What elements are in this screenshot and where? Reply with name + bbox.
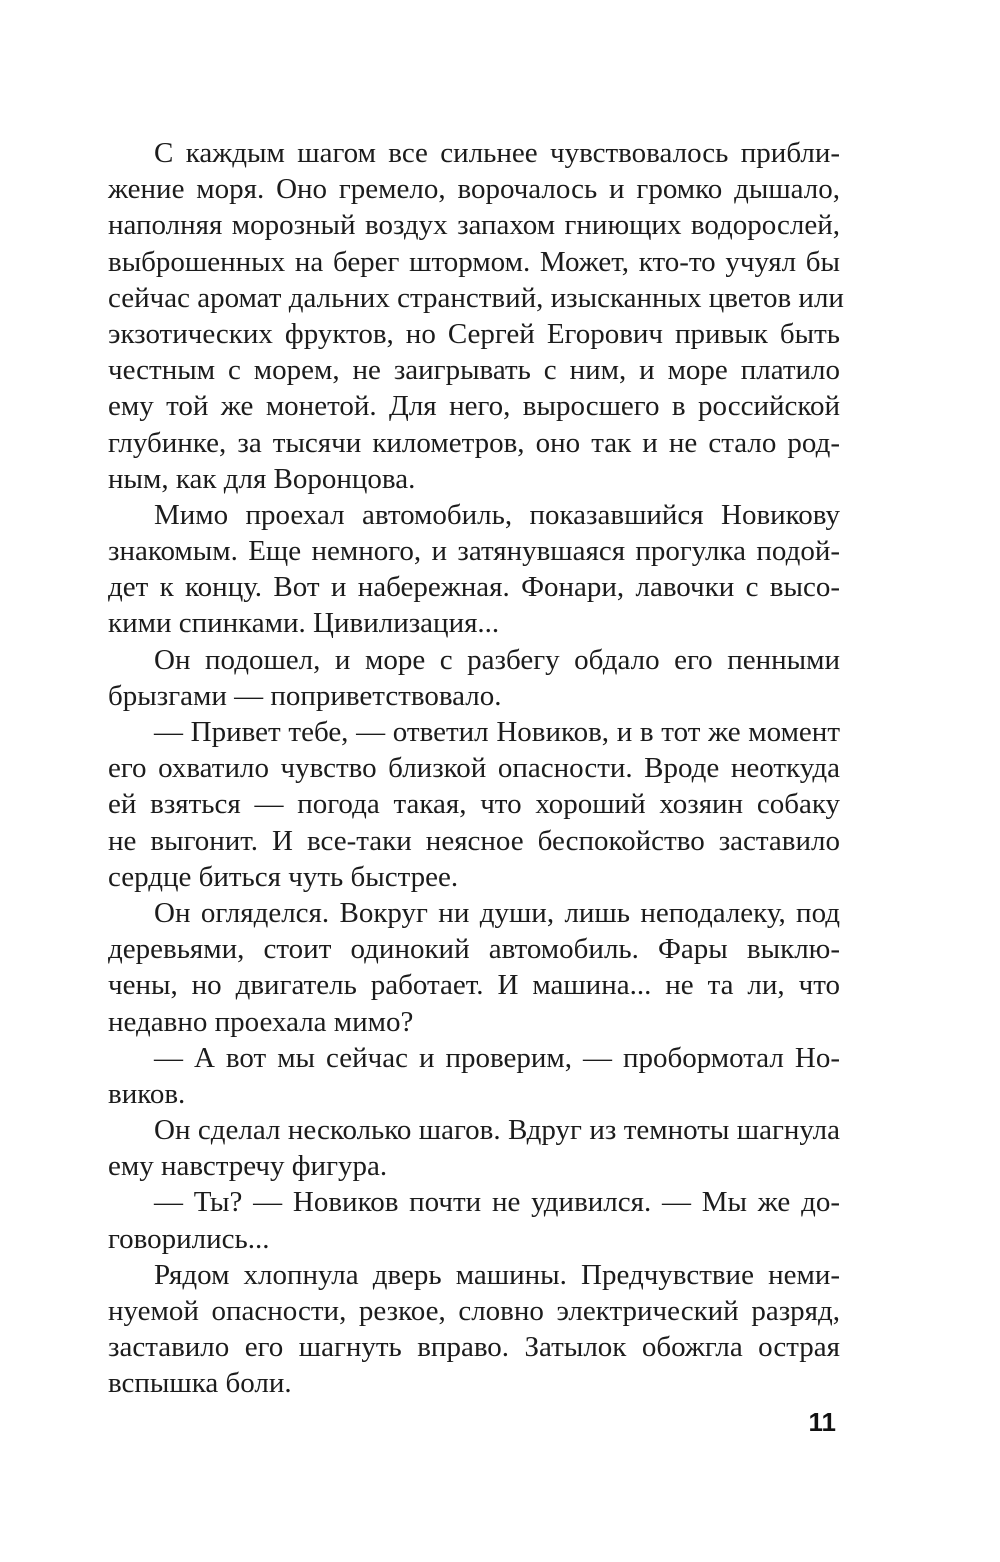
paragraph	[108, 1040, 840, 1112]
text-line: С каждым шагом все сильнее чувствовалось прибли-	[154, 137, 840, 169]
text-line: Он подошел, и море с разбегу обдало его пенными	[154, 643, 840, 676]
text-line: знакомым. Еще немного, и затянувшаяся прогулка подой-	[108, 535, 840, 568]
text-line: жение моря. Оно гремело, ворочалось и громко дышало,	[108, 173, 840, 206]
text-line: кими спинками. Цивилизация...	[108, 607, 500, 640]
text-line: — Привет тебе, — ответил Новиков, и в тот же момент	[154, 716, 840, 748]
body-text	[108, 135, 844, 1402]
text-line: наполняя морозный воздух запахом гниющих водорослей,	[108, 209, 840, 242]
text-line: дет к концу. Вот и набережная. Фонари, лавочки с высо-	[108, 571, 840, 604]
text-line: недавно проехала мимо?	[108, 1005, 414, 1038]
text-line: брызгами — поприветствовало.	[108, 679, 502, 712]
text-line: экзотических фруктов, но Сергей Егорович привык быть	[108, 317, 840, 350]
paragraph	[108, 642, 840, 714]
paragraph	[108, 1112, 840, 1184]
text-line: выброшенных на берег штормом. Может, кто-то учуял бы	[108, 245, 840, 278]
text-line: вспышка боли.	[108, 1367, 292, 1400]
text-line: Он сделал несколько шагов. Вдруг из темноты шагнула	[154, 1114, 840, 1147]
text-line: — А вот мы сейчас и проверим, — пробормотал Но-	[154, 1041, 840, 1074]
text-line: Мимо проехал автомобиль, показавшийся Новикову	[154, 498, 840, 531]
text-line: ным, как для Воронцова.	[108, 462, 416, 495]
text-line: честным с морем, не заигрывать с ним, и море платило	[108, 354, 840, 387]
paragraph	[108, 1184, 840, 1256]
text-line: ему навстречу фигура.	[108, 1150, 388, 1183]
paragraph	[108, 714, 840, 895]
text-line: сейчас аромат дальних странствий, изысканных цветов или	[108, 281, 844, 314]
text-line: нуемой опасности, резкое, словно электрический разряд,	[108, 1295, 840, 1327]
text-line: глубинке, за тысячи километров, оно так и не стало род-	[108, 426, 840, 459]
text-line: заставило его шагнуть вправо. Затылок обожгла острая	[108, 1331, 840, 1364]
text-line: — Ты? — Новиков почти не удивился. — Мы же до-	[154, 1186, 840, 1219]
text-line: его охватило чувство близкой опасности. Вроде неоткуда	[108, 752, 840, 785]
paragraph	[108, 895, 840, 1040]
text-line: чены, но двигатель работает. И машина... не та ли, что	[108, 969, 840, 1002]
text-line: сердце биться чуть быстрее.	[108, 860, 459, 893]
text-line: не выгонит. И все-таки неясное беспокойство заставило	[108, 824, 840, 857]
page-number: 11	[808, 1407, 836, 1437]
text-line: виков.	[108, 1077, 186, 1110]
text-line: деревьями, стоит одинокий автомобиль. Фары выклю-	[108, 933, 840, 966]
text-line: ей взяться — погода такая, что хороший хозяин собаку	[108, 788, 840, 821]
paragraph	[108, 135, 844, 497]
text-line: ему той же монетой. Для него, выросшего в российской	[108, 390, 840, 423]
paragraph	[108, 497, 840, 642]
text-line: Рядом хлопнула дверь машины. Предчувствие неми-	[154, 1258, 840, 1291]
paragraph	[108, 1257, 840, 1402]
text-line: говорились...	[108, 1222, 270, 1255]
text-line: Он огляделся. Вокруг ни души, лишь неподалеку, под	[154, 896, 840, 929]
